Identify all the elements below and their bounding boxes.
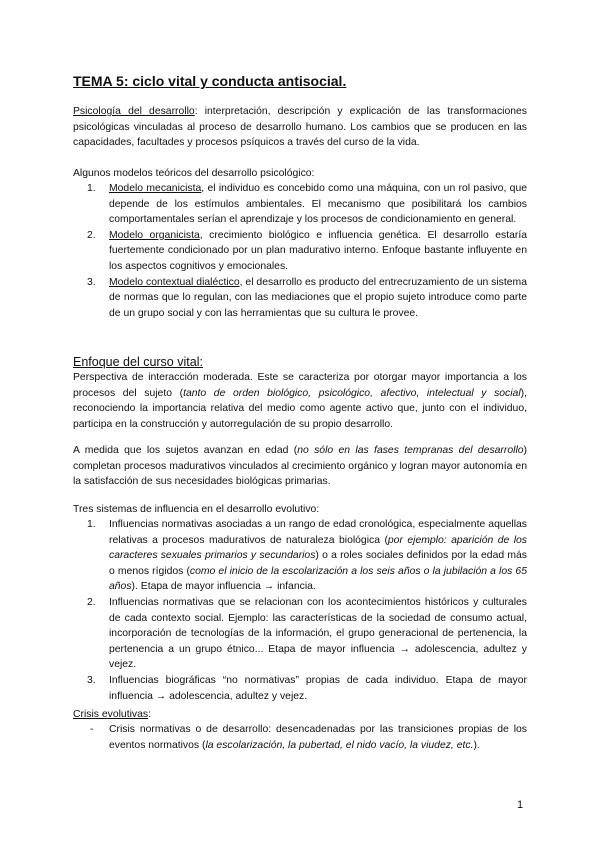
intro-text: : interpretación, descripción y explicación de las transformaciones psicológicas vinculadas al proceso de desarrollo humano. Los cambios que se producen en las capacidades, facultades y procesos psíquicos a través del curso de la vida. <box>73 106 527 149</box>
model-term: Modelo organicista <box>109 229 200 241</box>
life-course-paragraph-2: A medida que los sujetos avanzan en edad (no sólo en las fases tempranas del desarrollo) completan procesos madurativos vinculados al crecimiento orgánico y logran mayor autonomía en la satisfacción de sus necesidades biológicas primarias. <box>73 445 527 488</box>
model-item-2: 2. Modelo organicista, crecimiento biológico e influencia genética. El desarrollo estaría fuertemente condicionado por un plan madurativo interno. Enfoque bastante influyente en los aspectos cognitivos y emocionales. <box>87 229 527 272</box>
model-item-1: 1. Modelo mecanicista, el individuo es concebido como una máquina, con un rol pasivo, que depende de los estímulos ambientales. El mecanismo que posibilitará los cambios comportamentales serían el aprendizaje y los procesos de condicionamiento en general. <box>87 183 527 226</box>
crises-list <box>73 722 527 753</box>
model-term: Modelo mecanicista <box>109 183 202 194</box>
intro-term: Psicología del desarrollo <box>73 106 195 117</box>
model-term: Modelo contextual dialéctico <box>109 276 240 288</box>
models-list <box>73 181 527 321</box>
model-item-3: 3. Modelo contextual dialéctico, el desarrollo es producto del entrecruzamiento de un sistema de normas que lo regulan, con las mediaciones que el propio sujeto introduce como parte de un grupo social y con las herramientas que su cultura le provee. <box>87 276 527 319</box>
system-item-2: 2. Influencias normativas que se relacionan con los acontecimientos históricos y culturales de cada contexto social. Ejemplo: las características de la sociedad de consumo actual, incorporación de tecnologías de la información, el grupo generacional de pertenencia, la pertenencia a un grupo étnico... Etapa de mayor influencia → adolescencia, adultez y vejez. <box>87 596 527 671</box>
life-course-heading: Enfoque del curso vital: <box>73 355 203 369</box>
page-number: 1 <box>517 799 524 811</box>
intro-paragraph <box>73 104 527 151</box>
page-title: TEMA 5: ciclo vital y conducta antisocial. <box>73 73 347 89</box>
systems-list <box>73 517 527 704</box>
crises-item: - Crisis normativas o de desarrollo: desencadenadas por las transiciones propias de los eventos normativos (la escolarización, la pubertad, el nido vacío, la viudez, etc.). <box>90 724 527 751</box>
system-item-3: 3. Influencias biográficas “no normativas” propias de cada individuo. Etapa de mayor influencia → adolescencia, adultez y vejez. <box>87 674 527 702</box>
system-item-1: 1. Influencias normativas asociadas a un rango de edad cronológica, especialmente aquellas relativas a procesos madurativos de naturaleza biológica (por ejemplo: aparición de los caracteres sexuales primarios y secundarios) o a roles sociales definidos por la edad más o menos rígidos (como el inicio de la escolarización a los seis años o la jubilación a los 65 años). Etapa de mayor influencia → infancia. <box>87 519 527 593</box>
life-course-paragraph-1: Perspectiva de interacción moderada. Este se caracteriza por otorgar mayor importancia a los procesos del sujeto (tanto de orden biológico, psicológico, afectivo, intelectual y social), reconociendo la importancia relativa del medio como agente activo que, junto con el individuo, participa en la construcción y autorregulación de su propio desarrollo. <box>73 372 528 430</box>
models-heading: Algunos modelos teóricos del desarrollo psicológico: <box>73 168 315 179</box>
crises-heading: Crisis evolutivas: <box>73 709 151 720</box>
systems-heading: Tres sistemas de influencia en el desarrollo evolutivo: <box>73 504 320 515</box>
